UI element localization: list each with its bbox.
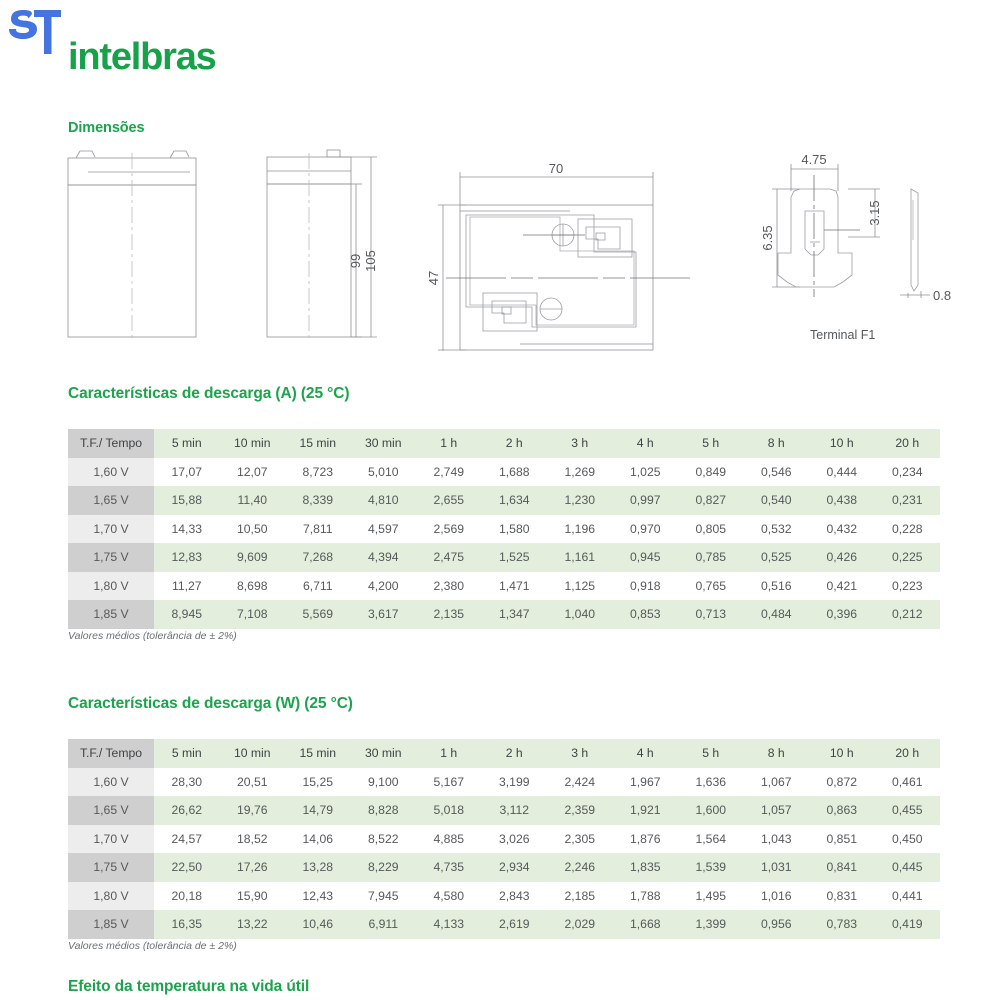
table-a-cell-4-7: 0,918 [613,572,679,601]
table-w-cell-2-4: 4,885 [416,825,482,854]
table-a-col-9: 5 h [678,429,744,458]
table-a-cell-1-11: 0,231 [875,486,941,515]
table-a-col-11: 10 h [809,429,875,458]
table-w-row-5-label: 1,85 V [68,910,154,939]
table-a-cell-2-0: 14,33 [154,515,220,544]
dim-99-label: 99 [348,253,363,269]
table-a-cell-4-0: 11,27 [154,572,220,601]
table-w-cell-3-1: 17,26 [220,853,286,882]
st-vendor-logo [8,8,64,56]
table-w-cell-5-10: 0,783 [809,910,875,939]
table-a-body [68,458,940,629]
table-w-row-0-label: 1,60 V [68,768,154,797]
dim-08-label: 0.8 [933,288,952,303]
table-w-cell-5-11: 0,419 [875,910,941,939]
table-w-col-5: 1 h [416,739,482,768]
table-a-cell-1-5: 1,634 [482,486,548,515]
svg-text:intelbras: intelbras [68,36,216,78]
table-a-cell-1-4: 2,655 [416,486,482,515]
table-w-cell-1-8: 1,600 [678,796,744,825]
table-a-cell-2-1: 10,50 [220,515,286,544]
table-w-cell-4-2: 12,43 [285,882,351,911]
table-w-cell-5-7: 1,668 [613,910,679,939]
table-a-cell-1-10: 0,438 [809,486,875,515]
table-a-cell-4-1: 8,698 [220,572,286,601]
table-w-cell-4-9: 1,016 [744,882,810,911]
table-a-cell-0-6: 1,269 [547,458,613,487]
table-a-cell-5-9: 0,484 [744,600,810,629]
table-a-cell-3-0: 12,83 [154,543,220,572]
table-a-cell-4-8: 0,765 [678,572,744,601]
table-a-row-5-label: 1,85 V [68,600,154,629]
table-a-cell-5-2: 5,569 [285,600,351,629]
table-w-cell-3-5: 2,934 [482,853,548,882]
table-w-cell-1-0: 26,62 [154,796,220,825]
table-a-cell-3-3: 4,394 [351,543,417,572]
table-w-cell-1-4: 5,018 [416,796,482,825]
table-a-cell-2-10: 0,432 [809,515,875,544]
terminal-f1-drawing [760,152,951,303]
table-a-cell-1-7: 0,997 [613,486,679,515]
table-a-cell-3-7: 0,945 [613,543,679,572]
table-w-cell-0-3: 9,100 [351,768,417,797]
table-w-col-8: 4 h [613,739,679,768]
table-w-col-0: T.F./ Tempo [68,739,154,768]
table-w-cell-5-3: 6,911 [351,910,417,939]
table-a-cell-4-11: 0,223 [875,572,941,601]
table-w-col-1: 5 min [154,739,220,768]
table-a-cell-3-4: 2,475 [416,543,482,572]
table-a-col-2: 10 min [220,429,286,458]
table-w-cell-3-3: 8,229 [351,853,417,882]
table-w-cell-4-10: 0,831 [809,882,875,911]
table-w-cell-5-2: 10,46 [285,910,351,939]
table-a-cell-3-11: 0,225 [875,543,941,572]
table-a-cell-3-2: 7,268 [285,543,351,572]
table-w-cell-3-11: 0,445 [875,853,941,882]
table-w-cell-2-1: 18,52 [220,825,286,854]
table-w-cell-0-4: 5,167 [416,768,482,797]
table-w-cell-1-6: 2,359 [547,796,613,825]
table-w-cell-0-9: 1,067 [744,768,810,797]
table-a-col-1: 5 min [154,429,220,458]
table-w-cell-3-7: 1,835 [613,853,679,882]
dim-105-label: 105 [363,250,378,272]
table-a-cell-0-0: 17,07 [154,458,220,487]
table-a-cell-1-6: 1,230 [547,486,613,515]
table-w-col-9: 5 h [678,739,744,768]
table-a-cell-5-7: 0,853 [613,600,679,629]
table-a-cell-5-10: 0,396 [809,600,875,629]
table-w-cell-1-10: 0,863 [809,796,875,825]
table-w-cell-2-3: 8,522 [351,825,417,854]
table-w-col-6: 2 h [482,739,548,768]
table-a-cell-5-1: 7,108 [220,600,286,629]
table-a-cell-2-4: 2,569 [416,515,482,544]
table-w-cell-3-4: 4,735 [416,853,482,882]
table-row [68,768,940,797]
table-w-header-row [68,739,940,768]
table-a-col-0: T.F./ Tempo [68,429,154,458]
table-w-cell-0-10: 0,872 [809,768,875,797]
table-a-cell-5-5: 1,347 [482,600,548,629]
table-a-cell-4-10: 0,421 [809,572,875,601]
table-w-cell-5-5: 2,619 [482,910,548,939]
table-w-cell-5-6: 2,029 [547,910,613,939]
table-w-cell-5-8: 1,399 [678,910,744,939]
table-a-cell-2-8: 0,805 [678,515,744,544]
table-a-cell-5-8: 0,713 [678,600,744,629]
table-w-cell-4-7: 1,788 [613,882,679,911]
table-row [68,600,940,629]
table-w-cell-1-7: 1,921 [613,796,679,825]
table-a-cell-2-11: 0,228 [875,515,941,544]
table-w-cell-2-9: 1,043 [744,825,810,854]
table-a-col-3: 15 min [285,429,351,458]
table-a-row-3-label: 1,75 V [68,543,154,572]
table-a-cell-1-3: 4,810 [351,486,417,515]
table-a-cell-5-11: 0,212 [875,600,941,629]
table-a-col-7: 3 h [547,429,613,458]
table-w-cell-5-4: 4,133 [416,910,482,939]
table-w-row-1-label: 1,65 V [68,796,154,825]
table-w-cell-1-11: 0,455 [875,796,941,825]
table-a-cell-1-9: 0,540 [744,486,810,515]
dim-635-label: 6.35 [760,225,775,251]
table-a-cell-4-3: 4,200 [351,572,417,601]
table-row [68,572,940,601]
table-w-cell-4-4: 4,580 [416,882,482,911]
discharge-table-w-wrap [68,739,940,939]
table-w-cell-4-0: 20,18 [154,882,220,911]
table-a-cell-4-4: 2,380 [416,572,482,601]
table-w-body [68,768,940,939]
table-w-col-2: 10 min [220,739,286,768]
intelbras-wordmark [68,34,268,82]
table-row [68,796,940,825]
table-a-col-4: 30 min [351,429,417,458]
table-w-cell-2-10: 0,851 [809,825,875,854]
table-w-cell-5-1: 13,22 [220,910,286,939]
top-view-drawing [426,161,690,351]
table-w-col-10: 8 h [744,739,810,768]
table-a-cell-4-5: 1,471 [482,572,548,601]
table-a-cell-1-1: 11,40 [220,486,286,515]
discharge-table-a [68,429,940,629]
table-w-cell-0-6: 2,424 [547,768,613,797]
table-a-note: Valores médios (tolerância de ± 2%) [68,630,237,642]
table-w-cell-3-8: 1,539 [678,853,744,882]
table-a-cell-3-6: 1,161 [547,543,613,572]
table-a-cell-2-7: 0,970 [613,515,679,544]
table-a-col-6: 2 h [482,429,548,458]
dim-475-label: 4.75 [801,152,827,167]
table-a-col-12: 20 h [875,429,941,458]
table-w-cell-3-9: 1,031 [744,853,810,882]
table-a-cell-4-6: 1,125 [547,572,613,601]
table-w-cell-1-2: 14,79 [285,796,351,825]
table-w-cell-4-3: 7,945 [351,882,417,911]
table-a-cell-2-5: 1,580 [482,515,548,544]
table-a-cell-5-0: 8,945 [154,600,220,629]
table-a-cell-0-11: 0,234 [875,458,941,487]
table-w-cell-4-11: 0,441 [875,882,941,911]
table-a-row-4-label: 1,80 V [68,572,154,601]
table-a-cell-0-5: 1,688 [482,458,548,487]
side-view-drawing [267,150,378,341]
table-a-cell-4-2: 6,711 [285,572,351,601]
table-a-cell-2-6: 1,196 [547,515,613,544]
table-w-cell-1-1: 19,76 [220,796,286,825]
dim-315-label: 3.15 [867,200,882,226]
table-w-row-4-label: 1,80 V [68,882,154,911]
table-w-cell-2-7: 1,876 [613,825,679,854]
table-w-cell-3-6: 2,246 [547,853,613,882]
table-a-cell-4-9: 0,516 [744,572,810,601]
table-w-cell-0-2: 15,25 [285,768,351,797]
table-a-cell-5-6: 1,040 [547,600,613,629]
table-row [68,910,940,939]
table-w-cell-4-6: 2,185 [547,882,613,911]
table-a-cell-0-2: 8,723 [285,458,351,487]
table-w-col-12: 20 h [875,739,941,768]
table-w-cell-2-5: 3,026 [482,825,548,854]
table-a-cell-2-3: 4,597 [351,515,417,544]
table-a-header-row [68,429,940,458]
table-w-cell-3-0: 22,50 [154,853,220,882]
section-title-descarga-w: Características de descarga (W) (25 °C) [68,695,353,712]
table-w-cell-3-10: 0,841 [809,853,875,882]
table-a-cell-3-5: 1,525 [482,543,548,572]
table-a-row-1-label: 1,65 V [68,486,154,515]
table-row [68,825,940,854]
terminal-f1-caption: Terminal F1 [810,328,876,342]
table-row [68,882,940,911]
table-a-cell-2-9: 0,532 [744,515,810,544]
table-w-cell-4-5: 2,843 [482,882,548,911]
table-w-cell-2-2: 14,06 [285,825,351,854]
table-w-cell-1-9: 1,057 [744,796,810,825]
front-view-drawing [68,151,196,341]
table-a-col-5: 1 h [416,429,482,458]
table-a-row-0-label: 1,60 V [68,458,154,487]
table-w-cell-0-11: 0,461 [875,768,941,797]
table-w-cell-3-2: 13,28 [285,853,351,882]
table-a-cell-1-0: 15,88 [154,486,220,515]
table-a-cell-1-2: 8,339 [285,486,351,515]
discharge-table-w [68,739,940,939]
table-w-cell-0-8: 1,636 [678,768,744,797]
table-w-col-11: 10 h [809,739,875,768]
table-w-cell-5-0: 16,35 [154,910,220,939]
table-a-cell-3-8: 0,785 [678,543,744,572]
table-w-col-7: 3 h [547,739,613,768]
table-w-note: Valores médios (tolerância de ± 2%) [68,940,237,952]
table-w-cell-4-8: 1,495 [678,882,744,911]
table-a-cell-0-4: 2,749 [416,458,482,487]
table-w-cell-2-6: 2,305 [547,825,613,854]
table-a-col-8: 4 h [613,429,679,458]
table-w-cell-5-9: 0,956 [744,910,810,939]
table-w-cell-1-3: 8,828 [351,796,417,825]
table-w-cell-2-11: 0,450 [875,825,941,854]
table-a-cell-3-1: 9,609 [220,543,286,572]
table-a-cell-0-7: 1,025 [613,458,679,487]
table-w-col-3: 15 min [285,739,351,768]
table-row [68,515,940,544]
table-a-col-10: 8 h [744,429,810,458]
table-a-cell-3-9: 0,525 [744,543,810,572]
table-a-row-2-label: 1,70 V [68,515,154,544]
table-row [68,543,940,572]
table-row [68,853,940,882]
table-w-cell-4-1: 15,90 [220,882,286,911]
table-w-cell-0-7: 1,967 [613,768,679,797]
table-a-cell-0-8: 0,849 [678,458,744,487]
table-w-row-2-label: 1,70 V [68,825,154,854]
table-a-cell-0-10: 0,444 [809,458,875,487]
table-w-cell-0-5: 3,199 [482,768,548,797]
section-title-dimensoes: Dimensões [68,120,145,136]
table-w-cell-2-8: 1,564 [678,825,744,854]
table-w-cell-0-0: 28,30 [154,768,220,797]
table-a-cell-2-2: 7,811 [285,515,351,544]
table-row [68,458,940,487]
table-w-cell-1-5: 3,112 [482,796,548,825]
dim-70-label: 70 [548,161,564,176]
table-a-cell-3-10: 0,426 [809,543,875,572]
section-title-efeito-temperatura: Efeito da temperatura na vida útil [68,978,310,995]
table-w-cell-2-0: 24,57 [154,825,220,854]
table-row [68,486,940,515]
dim-47-label: 47 [426,270,441,286]
table-a-cell-0-9: 0,546 [744,458,810,487]
discharge-table-a-wrap [68,429,940,629]
table-w-row-3-label: 1,75 V [68,853,154,882]
table-a-cell-5-3: 3,617 [351,600,417,629]
table-a-cell-0-3: 5,010 [351,458,417,487]
table-a-cell-1-8: 0,827 [678,486,744,515]
section-title-descarga-a: Características de descarga (A) (25 °C) [68,385,350,402]
table-w-col-4: 30 min [351,739,417,768]
table-a-cell-5-4: 2,135 [416,600,482,629]
table-a-cell-0-1: 12,07 [220,458,286,487]
table-w-cell-0-1: 20,51 [220,768,286,797]
